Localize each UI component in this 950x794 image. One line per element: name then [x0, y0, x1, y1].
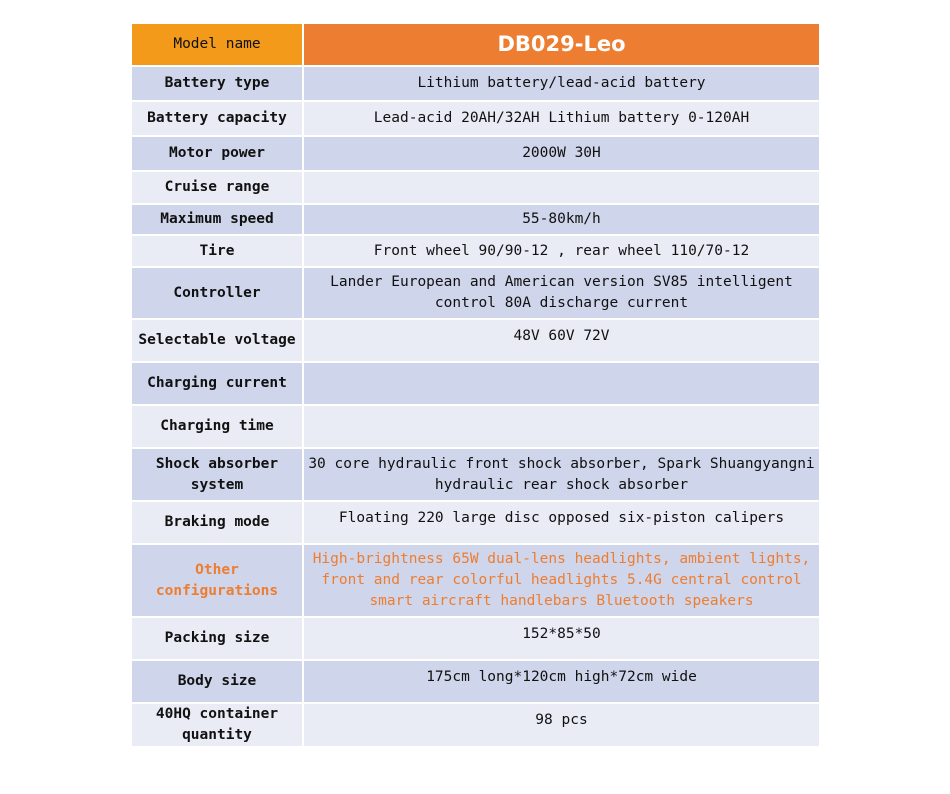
table-row — [132, 660, 819, 703]
row-value: 30 core hydraulic front shock absorber, Spark Shuangyangni hydraulic rear shock absorber — [303, 448, 819, 501]
table-row — [132, 267, 819, 319]
row-value: 55-80km/h — [303, 204, 819, 235]
table-row — [132, 235, 819, 267]
table-row-other-configurations — [132, 544, 819, 617]
row-label: Cruise range — [132, 171, 303, 204]
row-value — [303, 405, 819, 448]
row-label: Tire — [132, 235, 303, 267]
row-value: Front wheel 90/90-12 , rear wheel 110/70-12 — [303, 235, 819, 267]
row-value — [303, 362, 819, 405]
row-label: Maximum speed — [132, 204, 303, 235]
table-row — [132, 703, 819, 747]
row-label: 40HQ container quantity — [132, 703, 303, 747]
spec-table — [132, 24, 819, 748]
row-value: 175cm long*120cm high*72cm wide — [303, 660, 819, 703]
row-label: Charging time — [132, 405, 303, 448]
row-value: 152*85*50 — [303, 617, 819, 660]
row-value: Lithium battery/lead-acid battery — [303, 66, 819, 101]
row-label: Battery capacity — [132, 101, 303, 136]
table-row — [132, 501, 819, 544]
table-row — [132, 448, 819, 501]
row-label: Model name — [132, 24, 303, 66]
row-label: Shock absorber system — [132, 448, 303, 501]
table-row — [132, 66, 819, 101]
row-value: High-brightness 65W dual-lens headlights, ambient lights, front and rear colorful headlights 5.4G central control smart aircraft handlebars Bluetooth speakers — [303, 544, 819, 617]
row-value: 98 pcs — [303, 703, 819, 747]
table-row — [132, 319, 819, 362]
row-label: Charging current — [132, 362, 303, 405]
row-label: Braking mode — [132, 501, 303, 544]
row-value: 2000W 30H — [303, 136, 819, 171]
model-name-value: DB029-Leo — [303, 24, 819, 66]
table-row — [132, 136, 819, 171]
table-row-model-name — [132, 24, 819, 66]
row-value: 48V 60V 72V — [303, 319, 819, 362]
table-row — [132, 171, 819, 204]
row-label: Packing size — [132, 617, 303, 660]
table-row — [132, 617, 819, 660]
table-row — [132, 405, 819, 448]
row-label: Other configurations — [132, 544, 303, 617]
row-value — [303, 171, 819, 204]
row-label: Selectable voltage — [132, 319, 303, 362]
table-row — [132, 101, 819, 136]
table-row — [132, 362, 819, 405]
row-label: Controller — [132, 267, 303, 319]
row-value: Lead-acid 20AH/32AH Lithium battery 0-120AH — [303, 101, 819, 136]
row-label: Body size — [132, 660, 303, 703]
row-value: Floating 220 large disc opposed six-piston calipers — [303, 501, 819, 544]
row-value: Lander European and American version SV85 intelligent control 80A discharge current — [303, 267, 819, 319]
table-row — [132, 204, 819, 235]
row-label: Battery type — [132, 66, 303, 101]
row-label: Motor power — [132, 136, 303, 171]
